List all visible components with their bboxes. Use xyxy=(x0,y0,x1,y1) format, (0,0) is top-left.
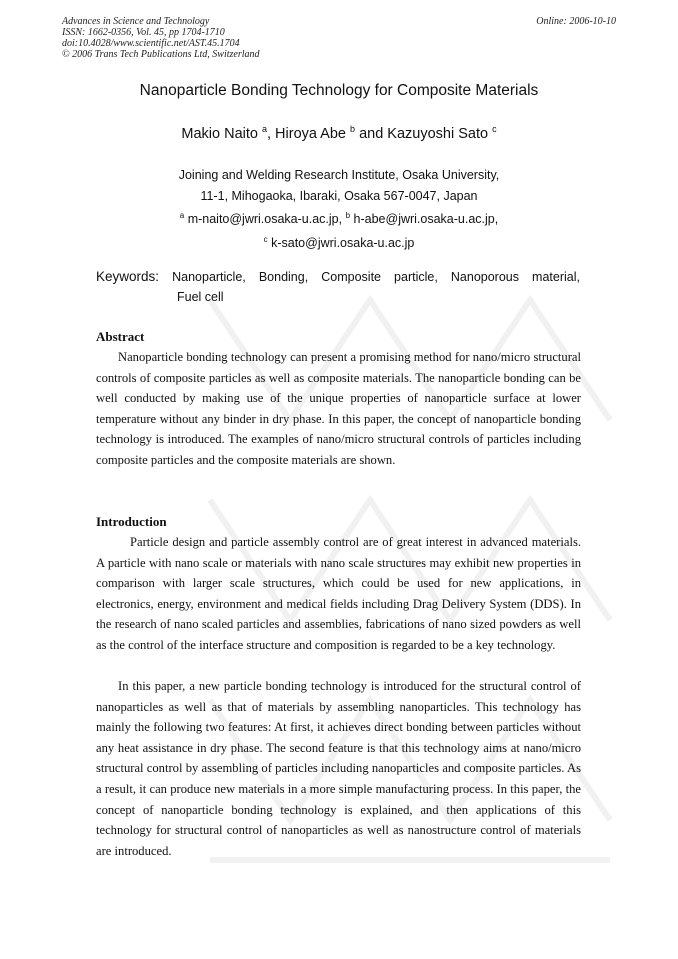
journal-issn: ISSN: 1662-0356, Vol. 45, pp 1704-1710 xyxy=(62,27,225,38)
journal-copyright: © 2006 Trans Tech Publications Ltd, Switzerland xyxy=(62,49,260,60)
author-name: Makio Naito xyxy=(181,126,258,142)
email-marker: c xyxy=(263,234,268,244)
affiliation-address: 11-1, Mihogaoka, Ibaraki, Osaka 567-0047, Japan xyxy=(200,188,478,203)
affiliation xyxy=(0,165,678,253)
author-name: , Hiroya Abe xyxy=(267,126,346,142)
paper-title: Nanoparticle Bonding Technology for Composite Materials xyxy=(139,82,539,99)
author-marker: b xyxy=(350,124,356,134)
journal-doi[interactable]: doi:10.4028/www.scientific.net/AST.45.1704 xyxy=(62,38,240,49)
author-list xyxy=(0,124,678,142)
keywords-list: Nanoparticle, Bonding, Composite particle, Nanoporous material, xyxy=(172,270,580,284)
email-marker: b xyxy=(345,211,351,220)
journal-metadata xyxy=(62,16,260,60)
email-link[interactable]: k-sato@jwri.osaka-u.ac.jp xyxy=(271,235,415,250)
email-marker: a xyxy=(179,211,185,220)
author-marker: c xyxy=(492,124,497,134)
keywords-block xyxy=(96,267,580,307)
introduction-heading: Introduction xyxy=(96,514,167,529)
keywords-list-continued: Fuel cell xyxy=(177,290,224,304)
email-line xyxy=(0,206,678,230)
abstract-heading: Abstract xyxy=(96,329,145,344)
introduction-paragraph: In this paper, a new particle bonding technology is introduced for the structural control of nanoparticles as well as that of materials by assembling nanoparticles. This technology has mainly the following two features: At first, it achieves direct bonding between particles without any heat assistance in dry phase. The second feature is that this technology aims at nano/micro structural control by assembling of particles including nanoparticles and composite particles. As a result, it can produce new materials in a more simple manufacturing process. In this paper, the concept of nanoparticle bonding technology is explained, and then applications of this technology for structural control of nanoparticles as well as nanostructure control of materials are introduced. xyxy=(96,679,581,858)
keywords-label: Keywords: xyxy=(96,269,160,284)
journal-name: Advances in Science and Technology xyxy=(62,16,210,27)
abstract-text: Nanoparticle bonding technology can present a promising method for nano/micro structural controls of composite particles as well as composite materials. The nanoparticle bonding can be well conducted by making use of the unique properties of nanoparticle surface at lower temperature without any binder in dry phase. In this paper, the concept of nanoparticle bonding technology is introduced. The examples of nano/micro structural controls of particles including composite particles and the composite materials are shown. xyxy=(96,350,581,467)
email-link[interactable]: h-abe@jwri.osaka-u.ac.jp, xyxy=(353,212,499,226)
online-date: Online: 2006-10-10 xyxy=(536,16,616,27)
email-link[interactable]: m-naito@jwri.osaka-u.ac.jp, xyxy=(187,212,343,226)
email-line xyxy=(0,230,678,254)
introduction-paragraph: Particle design and particle assembly control are of great interest in advanced materials. A particle with nano scale or materials with nano scale structures may exhibit new properties in comparison with larger scale structures, which could be used for new applications, in electronics, energy, environment and medical fields including Drag Delivery System (DDS). In the research of nano scaled particles and assemblies, fabrications of nano sized powders as well as the control of the interface structure and composition is regarded to be a key technology. xyxy=(96,535,581,652)
affiliation-institute: Joining and Welding Research Institute, Osaka University, xyxy=(178,168,500,182)
author-marker: a xyxy=(261,124,267,134)
author-name: and Kazuyoshi Sato xyxy=(355,126,489,142)
keywords-line xyxy=(96,267,580,287)
